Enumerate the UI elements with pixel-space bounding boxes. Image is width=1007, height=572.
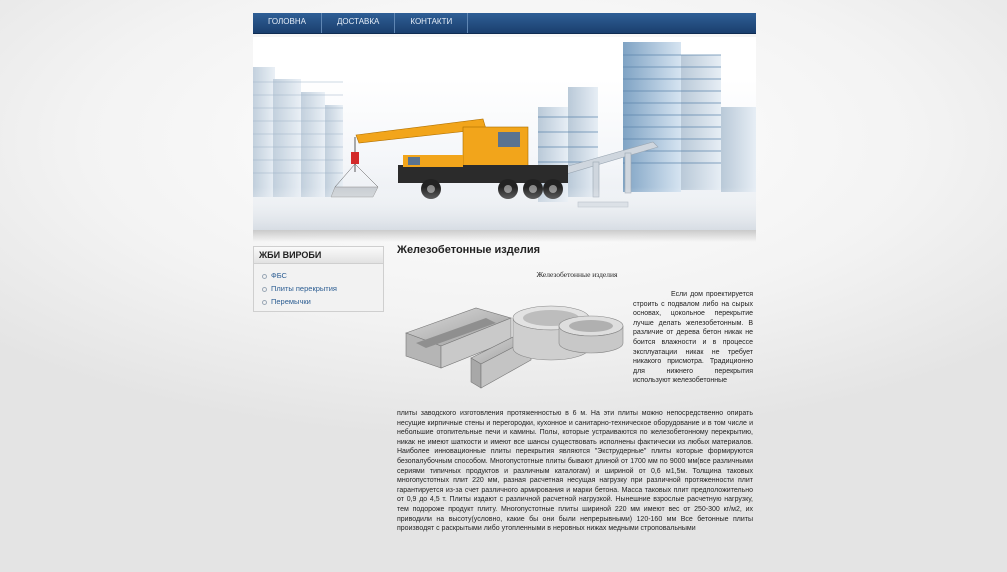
concrete-products-image: [401, 288, 626, 400]
sidebar-item-lintels[interactable]: [262, 295, 383, 308]
article-intro-text: Если дом проектируется строить с подвалом либо на сырых основах, цокольное перекрытие лучше делать железобетонным. В различие от дерева бетон никак не боится влажности и в процессе эксплуатации никак не требует никакого присмотра. Традиционно для нижнего перекрытия используют железобетонные: [633, 291, 753, 385]
article-title: Железобетонные изделия: [536, 270, 618, 279]
sidebar-title: ЖБИ ВИРОБИ: [254, 247, 383, 264]
top-navigation: [253, 13, 756, 34]
site-wrapper: [253, 0, 756, 572]
bullet-icon: [262, 274, 267, 279]
page-title: Железобетонные изделия: [397, 244, 541, 256]
sidebar-menu: [253, 246, 384, 312]
nav-item-contacts[interactable]: КОНТАКТИ: [395, 13, 468, 33]
sidebar-item-fbs[interactable]: [262, 269, 383, 282]
banner-illustration: [253, 37, 756, 230]
bullet-icon: [262, 287, 267, 292]
sidebar-list: [254, 264, 383, 308]
nav-item-delivery[interactable]: ДОСТАВКА: [322, 13, 395, 33]
left-buildings: [253, 67, 343, 197]
right-buildings: [538, 42, 756, 202]
sidebar-item-label: Перемычки: [271, 297, 311, 306]
nav-item-home[interactable]: ГОЛОВНА: [253, 13, 322, 33]
article-body-text: плиты заводского изготовления протяженностью в 6 м. На эти плиты можно непосредственно опирать несущие кирпичные стены и перегородки, кухонное и санитарно-техническое оборудование и в том числе и небольшие отопительные печи и камины. Полы, которые устраиваются по железобетонному перекрытию, никак не имеют шаткости и имеют все шансы существовать исполнены фактически из любых материалов. Наиболее инновационные плиты перекрытия являются "Экструдерные" плиты которые формируются безопалубочным способом. Многопустотные плиты бывают длиной от 1700 мм по 9000 мм(все различными сериями типичных продуктов и различным каталогам) и шириной от 0,6 м1,5м. Толщина таковых многопустотных плит 220 мм, разная расчетная несущая нагрузку при различной протяженности плит гарантируется из-за счет различного армирования и марки бетона. Масса таковых плит предположительно от 0,9 до 4,5 т. Плиты издают с различной расчетной нагрузкой. Нынешние взрослые расчетную нагрузку, тем подороже продукт плиту. Многопустотные плиты шириной 220 мм имеют вес от 250-300 кг/м2, их приводили на высоту(условно, какие бы они были непрерывными) 120-160 мм Все бетонные плиты производят с раскрытыми либо утопленными в неровных нижах медными строповальными: [397, 410, 753, 533]
header-banner: [253, 37, 756, 230]
bullet-icon: [262, 300, 267, 305]
sidebar-item-label: Плиты перекрытия: [271, 284, 337, 293]
sidebar-item-slabs[interactable]: [262, 282, 383, 295]
banner-shadow: [253, 230, 756, 242]
sidebar-item-label: ФБС: [271, 271, 287, 280]
